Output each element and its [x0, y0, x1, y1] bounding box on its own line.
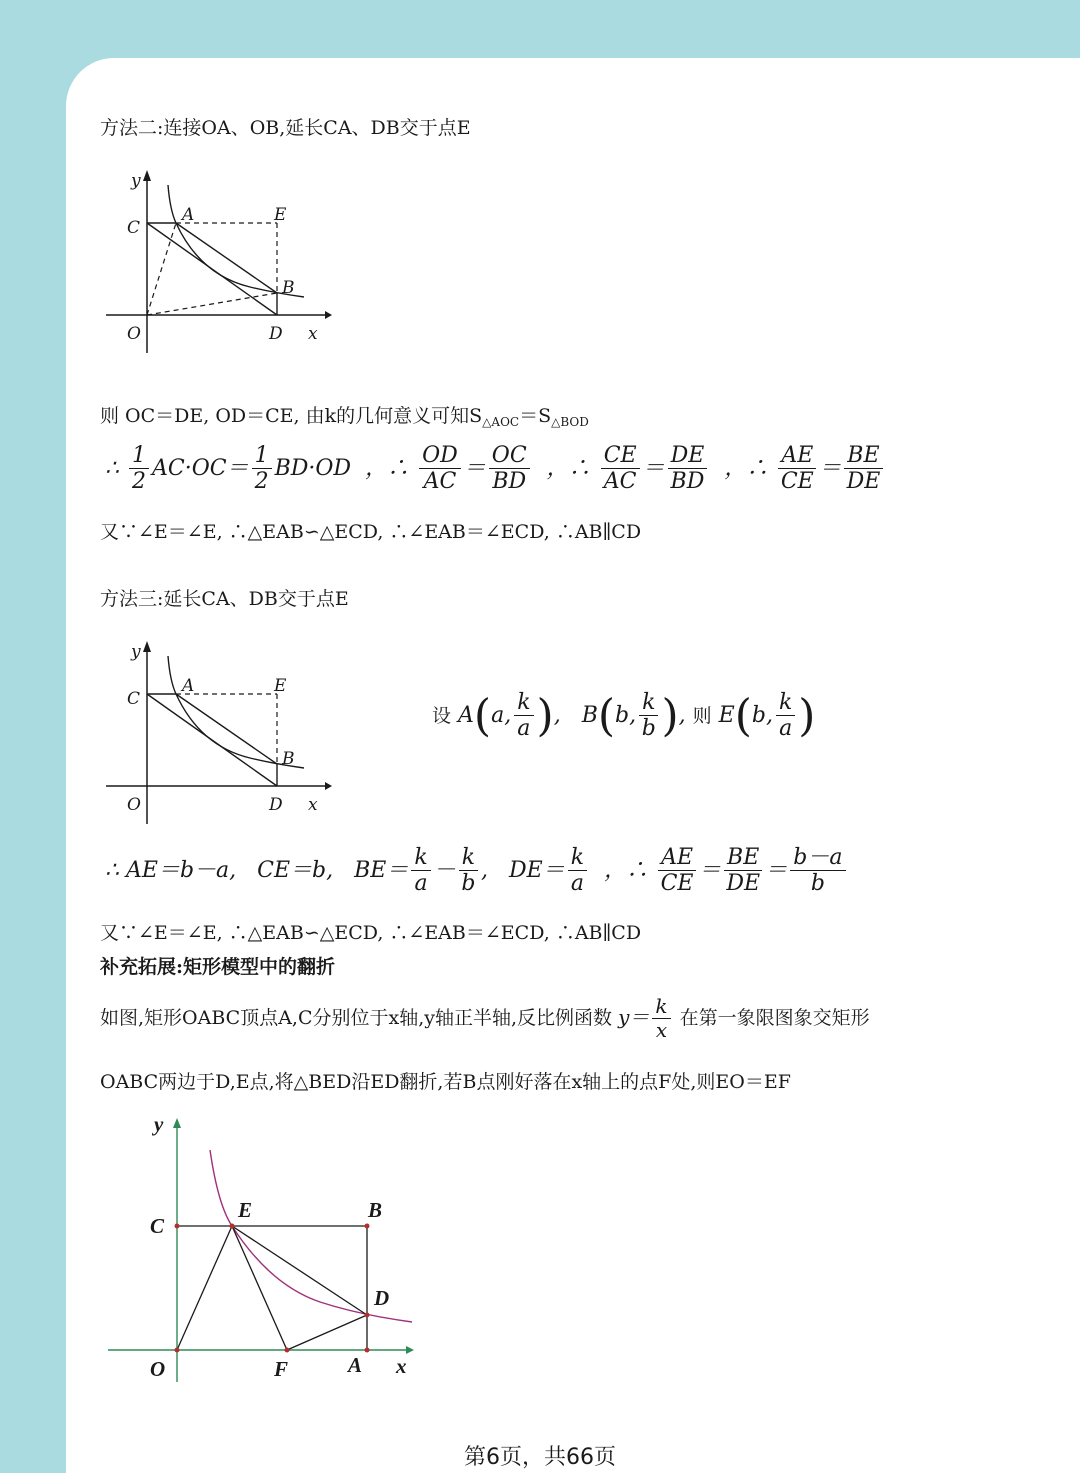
svg-text:C: C: [127, 689, 141, 709]
svg-text:D: D: [269, 795, 283, 815]
figure-1: [100, 165, 340, 365]
method3-conclusion: 又∵∠E＝∠E, ∴△EAB∽△ECD, ∴∠EAB＝∠ECD, ∴AB∥CD: [100, 922, 642, 944]
svg-text:O: O: [127, 324, 141, 344]
svg-text:D: D: [374, 1286, 390, 1310]
method3-title: 方法三:延长CA、DB交于点E: [100, 588, 349, 610]
svg-text:x: x: [308, 324, 318, 344]
method3-equations: ∴ AE＝b－a, CE＝b, BE＝ $\frac{k}{a}$ － $\frac{k}{b}$ , DE＝ $\frac{k}{a}$ ，∴ $\frac{AE}{CE}$ ＝ $\frac{BE}{DE}$ ＝ $\frac{b-a}{b}$: [105, 845, 849, 897]
svg-text:y: y: [131, 171, 141, 191]
figure-2: [100, 636, 340, 836]
svg-text:C: C: [150, 1214, 165, 1238]
svg-text:A: A: [348, 1353, 363, 1377]
segment-EO: [177, 1226, 232, 1350]
page-number: 第6页，共66页: [464, 1445, 616, 1470]
svg-text:B: B: [368, 1198, 383, 1222]
line-OB: [147, 293, 277, 315]
extension-heading: 补充拓展:矩形模型中的翻折: [100, 956, 336, 978]
line-AB: [176, 223, 277, 293]
svg-text:E: E: [274, 205, 287, 225]
segment-FD: [287, 1315, 367, 1350]
svg-text:E: E: [274, 676, 287, 696]
extension-text-2: OABC两边于D,E点,将△BED沿ED翻折,若B点刚好落在x轴上的点F处,则EO＝EF: [100, 1071, 791, 1093]
svg-text:y: y: [154, 1112, 164, 1136]
svg-text:B: B: [282, 749, 295, 769]
figure-3: [100, 1110, 430, 1390]
svg-text:F: F: [274, 1357, 289, 1381]
method2-equations: ∴ $\frac{1}{2}$ AC·OC＝ $\frac{1}{2}$ BD·OD ，∴ $\frac{OD}{AC}$ ＝ $\frac{OC}{BD}$ ，∴ $\frac{CE}{AC}$ ＝ $\frac{DE}{BD}$ ，∴ $\frac{AE}{CE}$ ＝ $\frac{BE}{DE}$: [105, 443, 886, 495]
method2-conclusion: 又∵∠E＝∠E, ∴△EAB∽△ECD, ∴∠EAB＝∠ECD, ∴AB∥CD: [100, 521, 642, 543]
method3-setup: 设 A(a, $\frac{k}{a}$ ), B(b, $\frac{k}{b}$ ), 则 E(b, $\frac{k}{a}$ ): [432, 690, 816, 742]
svg-text:O: O: [150, 1357, 166, 1381]
svg-text:D: D: [269, 324, 283, 344]
svg-text:B: B: [282, 278, 295, 298]
svg-text:y: y: [131, 642, 141, 662]
svg-text:A: A: [182, 676, 195, 696]
svg-text:O: O: [127, 795, 141, 815]
line-OA: [147, 223, 176, 315]
svg-text:x: x: [308, 795, 318, 815]
svg-text:E: E: [238, 1198, 253, 1222]
svg-text:C: C: [127, 218, 141, 238]
method2-title: 方法二:连接OA、OB,延长CA、DB交于点E: [100, 117, 471, 139]
svg-text:x: x: [396, 1354, 407, 1378]
svg-text:A: A: [182, 205, 195, 225]
extension-text-1: 如图,矩形OABC顶点A,C分别位于x轴,y轴正半轴,反比例函数 y＝ $\frac{k}{x}$ 在第一象限图象交矩形: [100, 994, 870, 1042]
line-CD: [147, 223, 277, 315]
method2-line1: 则 OC＝DE, OD＝CE, 由k的几何意义可知$S_{\triangle AOC}=S_{\triangle BOD}$: [100, 405, 589, 429]
